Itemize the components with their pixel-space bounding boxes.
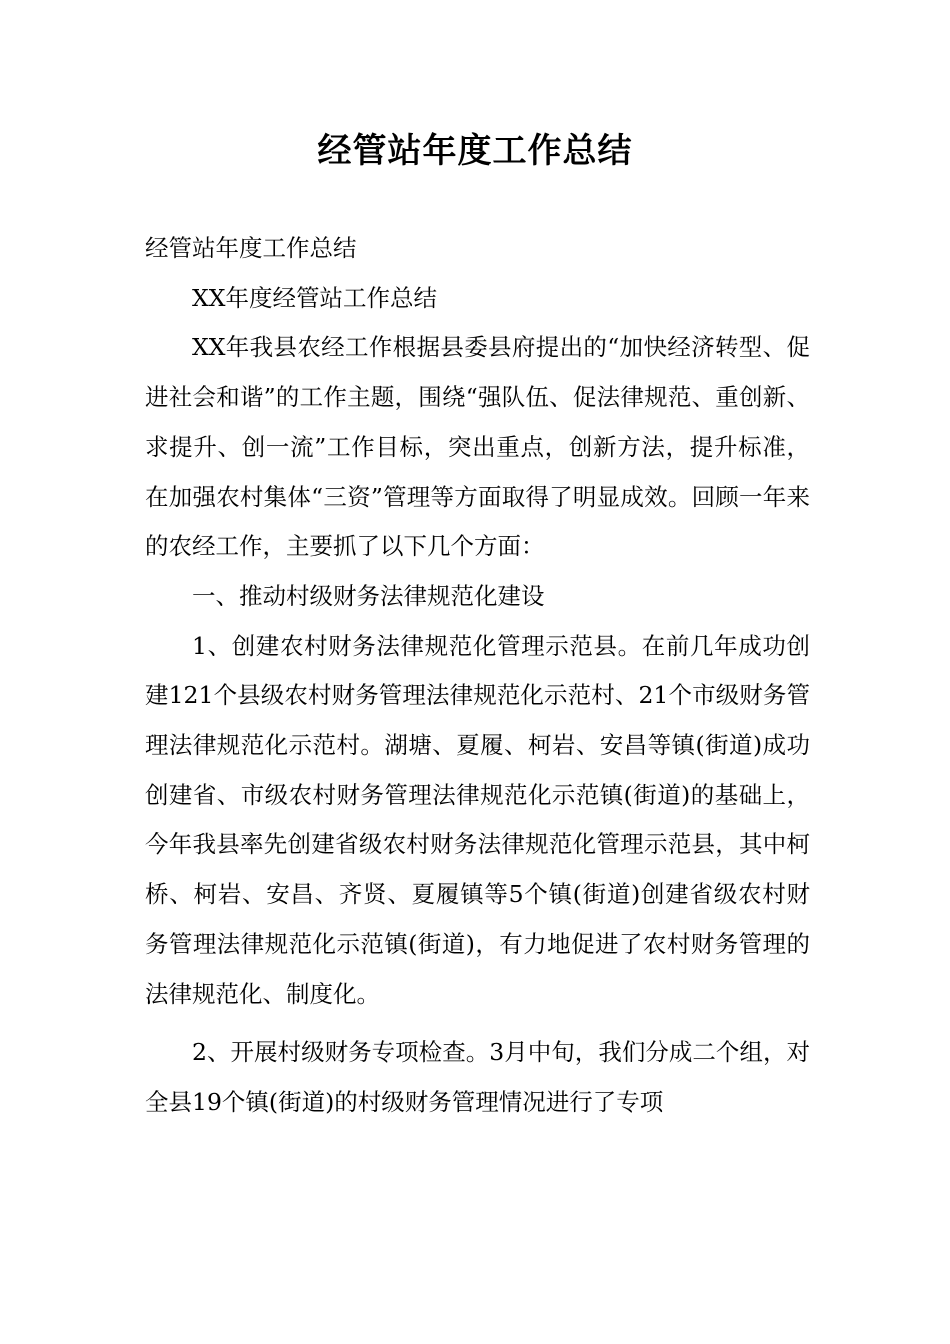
document-title: 经管站年度工作总结 (317, 131, 633, 171)
paragraph-subtitle: XX年度经管站工作总结 (192, 283, 437, 312)
paragraph-item-1: 1、创建农村财务法律规范化管理示范县。在前几年成功创建121个县级农村财务管理法律规范化示范村、21个市级财务管理法律规范化示范村。湖塘、夏履、柯岩、安昌等镇(街道)成功创建省、市级农村财务管理法律规范化示范镇(街道)的基础上，今年我县率先创建省级农村财务法律规范化管理示范县，其中柯桥、柯岩、安昌、齐贤、夏履镇等5个镇(街道)创建省级农村财务管理法律规范化示范镇(街道)，有力地促进了农村财务管理的法律规范化、制度化。 (145, 631, 810, 1008)
section-heading-1: 一、推动村级财务法律规范化建设 (192, 581, 545, 610)
paragraph-heading: 经管站年度工作总结 (145, 234, 357, 262)
paragraph-intro: XX年我县农经工作根据县委县府提出的“加快经济转型、促进社会和谐”的工作主题，围绕“强队伍、促法律规范、重创新、求提升、创一流”工作目标，突出重点，创新方法，提升标准，在加强农村集体“三资”管理等方面取得了明显成效。回顾一年来的农经工作，主要抓了以下几个方面： (145, 333, 810, 561)
paragraph-item-2: 2、开展村级财务专项检查。3月中旬，我们分成二个组，对全县19个镇(街道)的村级财务管理情况进行了专项 (145, 1038, 810, 1116)
document-body (145, 224, 810, 1128)
